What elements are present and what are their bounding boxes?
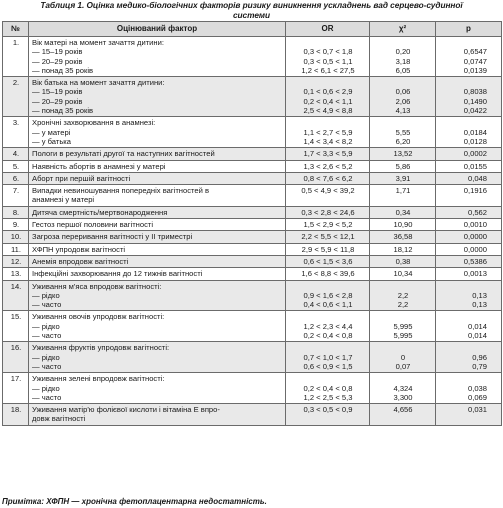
table-row (3, 219, 502, 231)
chi-line: 4,13 (395, 106, 411, 116)
cell-factor (29, 311, 286, 342)
row-number: 15. (3, 311, 29, 342)
cell-p (436, 311, 502, 342)
or-line: 0,3 < 0,5 < 0,9 (303, 405, 353, 415)
p-line: 0,031 (467, 405, 487, 415)
cell-p (436, 77, 502, 117)
p-line: 0,6547 (463, 47, 487, 57)
p-line: 0,0010 (463, 220, 487, 230)
factor-line: Інфекційні захворювання до 12 тижнів вагітності (32, 269, 203, 279)
chi-line: 4,324 (393, 383, 413, 393)
row-number: 18. (3, 404, 29, 426)
chi-line: 2,06 (395, 96, 411, 106)
cell-or (286, 206, 370, 218)
caption-line-1: Таблиця 1. Оцінка медико-біологічних факторів ризику виникнення ускладнень вад серцево-судинної (40, 0, 463, 10)
or-line (289, 78, 367, 87)
p-line: 0,0155 (463, 161, 487, 171)
cell-chi (370, 206, 436, 218)
cell-p (436, 255, 502, 267)
chi-line (373, 78, 433, 87)
cell-or (286, 231, 370, 243)
factor-line: — понад 35 років (32, 106, 94, 116)
p-line: 0,069 (467, 392, 487, 402)
row-number: 10. (3, 231, 29, 243)
or-line (289, 118, 367, 127)
cell-chi (370, 160, 436, 172)
row-number: 13. (3, 268, 29, 280)
header-chi: χ² (370, 22, 436, 37)
row-number: 14. (3, 280, 29, 311)
p-line (439, 78, 487, 87)
or-line: 1,2 < 2,3 < 4,4 (303, 321, 353, 331)
factor-line: — рідко (32, 290, 60, 300)
factor-line: ХФПН упродовж вагітності (32, 244, 126, 254)
p-line: 0,0184 (463, 127, 487, 137)
or-line: 0,6 < 0,9 < 1,5 (303, 361, 353, 371)
chi-line (373, 282, 433, 291)
row-number: 6. (3, 172, 29, 184)
or-line (289, 312, 367, 321)
cell-p (436, 268, 502, 280)
cell-or (286, 342, 370, 373)
or-line: 0,8 < 7,6 < 6,2 (303, 173, 353, 183)
p-line: 0,0747 (463, 56, 487, 66)
cell-or (286, 185, 370, 207)
cell-p (436, 160, 502, 172)
cell-factor (29, 280, 286, 311)
or-line: 0,2 < 0,4 < 1,1 (303, 96, 353, 106)
or-line: 0,2 < 0,4 < 0,8 (303, 331, 353, 341)
chi-line: 5,86 (395, 161, 411, 171)
row-number: 3. (3, 117, 29, 148)
factor-line: Дитяча смертність/мертвонародження (32, 207, 168, 217)
factor-line: Уживання м'яса впродовж вагітності: (32, 281, 162, 291)
table-row (3, 311, 502, 342)
table-row (3, 206, 502, 218)
or-line: 1,2 < 2,5 < 5,3 (303, 392, 353, 402)
cell-factor (29, 160, 286, 172)
p-line: 0,1916 (463, 186, 487, 196)
chi-line: 3,300 (393, 392, 413, 402)
cell-or (286, 77, 370, 117)
chi-line (373, 343, 433, 352)
table-row (3, 160, 502, 172)
cell-chi (370, 219, 436, 231)
header-p: p (436, 22, 502, 37)
table-row (3, 268, 502, 280)
row-number: 1. (3, 37, 29, 77)
table-row (3, 280, 502, 311)
factor-line: — понад 35 років (32, 65, 94, 75)
factor-line: — у батька (32, 136, 71, 146)
row-number: 16. (3, 342, 29, 373)
chi-line: 13,52 (393, 149, 413, 159)
cell-chi (370, 37, 436, 77)
p-line: 0,13 (472, 300, 487, 310)
p-line (439, 118, 487, 127)
cell-p (436, 404, 502, 426)
factor-line: Загроза переривання вагітності у II триместрі (32, 232, 193, 242)
factor-line: — 20–29 років (32, 56, 83, 66)
table-row (3, 37, 502, 77)
or-line: 1,6 < 8,8 < 39,6 (301, 269, 355, 279)
p-line (439, 312, 487, 321)
cell-factor (29, 206, 286, 218)
cell-chi (370, 231, 436, 243)
or-line (289, 282, 367, 291)
table-row (3, 148, 502, 160)
factor-line: — часто (32, 361, 62, 371)
factor-line: Уживання зелені впродовж вагітності: (32, 374, 165, 384)
chi-line: 10,34 (393, 269, 413, 279)
cell-factor (29, 77, 286, 117)
or-line: 0,3 < 2,8 < 24,6 (301, 207, 355, 217)
row-number: 2. (3, 77, 29, 117)
chi-line: 18,12 (393, 244, 413, 254)
factor-line: анамнезі у матері (32, 195, 95, 205)
cell-chi (370, 342, 436, 373)
table-row (3, 117, 502, 148)
cell-or (286, 243, 370, 255)
factor-line: Наявність абортів в анамнезі у матері (32, 161, 166, 171)
cell-factor (29, 148, 286, 160)
cell-p (436, 206, 502, 218)
factor-line: — у матері (32, 127, 71, 137)
or-line: 0,5 < 4,9 < 39,2 (301, 186, 355, 196)
p-line: 0,048 (467, 173, 487, 183)
factor-line: Уживання матір'ю фолієвої кислоти і вітаміна Е впро- (32, 405, 220, 415)
chi-line: 0,20 (395, 47, 411, 57)
row-number: 17. (3, 373, 29, 404)
row-number: 12. (3, 255, 29, 267)
chi-line: 0,06 (395, 87, 411, 97)
chi-line: 0,34 (395, 207, 411, 217)
p-line: 0,5386 (463, 256, 487, 266)
chi-line: 4,656 (393, 405, 413, 415)
cell-p (436, 280, 502, 311)
p-line: 0,014 (467, 331, 487, 341)
table-row (3, 77, 502, 117)
cell-chi (370, 117, 436, 148)
factor-line: довж вагітності (32, 414, 86, 424)
factor-line: Аборт при першій вагітності (32, 173, 131, 183)
cell-or (286, 280, 370, 311)
or-line: 0,1 < 0,6 < 2,9 (303, 87, 353, 97)
cell-or (286, 172, 370, 184)
factor-line: — 15–19 років (32, 47, 83, 57)
or-line: 2,5 < 4,9 < 8,8 (303, 106, 353, 116)
factor-line: — рідко (32, 352, 60, 362)
cell-chi (370, 280, 436, 311)
row-number: 4. (3, 148, 29, 160)
p-line: 0,1490 (463, 96, 487, 106)
table-row (3, 231, 502, 243)
or-line: 0,9 < 1,6 < 2,8 (303, 290, 353, 300)
cell-factor (29, 373, 286, 404)
chi-line: 2,2 (397, 300, 409, 310)
cell-chi (370, 185, 436, 207)
or-line: 1,4 < 3,4 < 8,2 (303, 136, 353, 146)
cell-or (286, 268, 370, 280)
cell-factor (29, 219, 286, 231)
cell-p (436, 148, 502, 160)
or-line: 0,7 < 1,0 < 1,7 (303, 352, 353, 362)
factor-line: — рідко (32, 321, 60, 331)
cell-or (286, 311, 370, 342)
header-num: № (3, 22, 29, 37)
chi-line: 5,55 (395, 127, 411, 137)
table-row (3, 373, 502, 404)
p-line: 0,0002 (463, 149, 487, 159)
or-line: 0,3 < 0,5 < 1,1 (303, 56, 353, 66)
cell-factor (29, 268, 286, 280)
cell-or (286, 255, 370, 267)
cell-p (436, 185, 502, 207)
factor-line: Пологи в результаті другої та наступних вагітностей (32, 149, 215, 159)
cell-factor (29, 172, 286, 184)
chi-line: 0,07 (395, 361, 411, 371)
cell-p (436, 231, 502, 243)
factor-line: Анемія впродовж вагітності (32, 256, 129, 266)
cell-or (286, 404, 370, 426)
cell-chi (370, 172, 436, 184)
cell-factor (29, 117, 286, 148)
factor-line: — 15–19 років (32, 87, 83, 97)
chi-line: 1,71 (395, 186, 411, 196)
p-line (439, 343, 487, 352)
cell-factor (29, 231, 286, 243)
table-row (3, 342, 502, 373)
caption-line-2: системи (232, 10, 271, 20)
factor-line: Вік батька на момент зачаття дитини: (32, 78, 165, 88)
factor-line: Хронічні захворювання в анамнезі: (32, 118, 156, 128)
p-line: 0,96 (472, 352, 487, 362)
cell-p (436, 243, 502, 255)
row-number: 9. (3, 219, 29, 231)
cell-p (436, 117, 502, 148)
factor-line: Уживання фруктів упродовж вагітності: (32, 343, 170, 353)
p-line: 0,13 (472, 290, 487, 300)
or-line (289, 38, 367, 47)
cell-factor (29, 185, 286, 207)
p-line: 0,0000 (463, 244, 487, 254)
chi-line: 3,18 (395, 56, 411, 66)
or-line: 0,4 < 0,6 < 1,1 (303, 300, 353, 310)
cell-p (436, 37, 502, 77)
p-line: 0,0013 (463, 269, 487, 279)
table-row (3, 404, 502, 426)
chi-line: 36,58 (393, 232, 413, 242)
or-line: 1,1 < 2,7 < 5,9 (303, 127, 353, 137)
table-row (3, 172, 502, 184)
or-line: 2,2 < 5,5 < 12,1 (301, 232, 355, 242)
p-line (439, 374, 487, 383)
chi-line: 6,05 (395, 65, 411, 75)
or-line: 1,3 < 2,6 < 5,2 (303, 161, 353, 171)
p-line: 0,0128 (463, 136, 487, 146)
or-line (289, 343, 367, 352)
header-or: OR (286, 22, 370, 37)
chi-line: 3,91 (395, 173, 411, 183)
or-line: 1,5 < 2,9 < 5,2 (303, 220, 353, 230)
chi-line (373, 374, 433, 383)
factor-line: — часто (32, 331, 62, 341)
chi-line: 0 (400, 352, 406, 362)
cell-factor (29, 255, 286, 267)
row-number: 7. (3, 185, 29, 207)
cell-or (286, 160, 370, 172)
cell-chi (370, 77, 436, 117)
cell-chi (370, 404, 436, 426)
cell-chi (370, 243, 436, 255)
or-line (289, 374, 367, 383)
p-line: 0,79 (472, 361, 487, 371)
table-row (3, 243, 502, 255)
p-line: 0,562 (467, 207, 487, 217)
or-line: 1,7 < 3,3 < 5,9 (303, 149, 353, 159)
cell-or (286, 219, 370, 231)
or-line: 0,2 < 0,4 < 0,8 (303, 383, 353, 393)
cell-or (286, 373, 370, 404)
cell-factor (29, 37, 286, 77)
p-line: 0,0000 (463, 232, 487, 242)
or-line: 2,9 < 5,9 < 11,8 (301, 244, 355, 254)
row-number: 8. (3, 206, 29, 218)
p-line (439, 38, 487, 47)
p-line: 0,014 (467, 321, 487, 331)
table-row (3, 185, 502, 207)
cell-or (286, 37, 370, 77)
factor-line: Вік матері на момент зачаття дитини: (32, 38, 164, 47)
row-number: 11. (3, 243, 29, 255)
chi-line (373, 312, 433, 321)
cell-or (286, 148, 370, 160)
factor-line: Випадки невиношування попередніх вагітностей в (32, 186, 210, 196)
factor-line: — рідко (32, 383, 60, 393)
table-body (3, 37, 502, 426)
factor-line: — часто (32, 392, 62, 402)
cell-chi (370, 311, 436, 342)
or-line: 0,3 < 0,7 < 1,8 (303, 47, 353, 57)
table-caption (2, 0, 501, 20)
chi-line (373, 118, 433, 127)
table-header-row (3, 22, 502, 37)
cell-p (436, 373, 502, 404)
cell-factor (29, 404, 286, 426)
p-line: 0,8038 (463, 87, 487, 97)
cell-or (286, 117, 370, 148)
factor-line: Гестоз першої половини вагітності (32, 220, 154, 230)
table-note: Примітка: ХФПН — хронічна фетоплацентарна недостатність. (2, 497, 267, 506)
p-line: 0,0139 (463, 65, 487, 75)
chi-line: 6,20 (395, 136, 411, 146)
p-line: 0,038 (467, 383, 487, 393)
row-number: 5. (3, 160, 29, 172)
factor-line: — 20–29 років (32, 96, 83, 106)
risk-factors-table (2, 21, 502, 426)
cell-factor (29, 243, 286, 255)
p-line (439, 282, 487, 291)
chi-line: 5,995 (393, 331, 413, 341)
chi-line: 10,90 (393, 220, 413, 230)
header-factor: Оцінюваний фактор (29, 22, 286, 37)
chi-line: 0,38 (395, 256, 411, 266)
factor-line: Уживання овочів упродовж вагітності: (32, 312, 165, 322)
factor-line: — часто (32, 300, 62, 310)
cell-chi (370, 148, 436, 160)
p-line: 0,0422 (463, 106, 487, 116)
chi-line: 5,995 (393, 321, 413, 331)
chi-line (373, 38, 433, 47)
cell-chi (370, 268, 436, 280)
chi-line: 2,2 (397, 290, 409, 300)
cell-chi (370, 373, 436, 404)
table-row (3, 255, 502, 267)
cell-p (436, 219, 502, 231)
cell-factor (29, 342, 286, 373)
cell-chi (370, 255, 436, 267)
cell-p (436, 172, 502, 184)
cell-p (436, 342, 502, 373)
or-line: 0,6 < 1,5 < 3,6 (303, 256, 353, 266)
or-line: 1,2 < 6,1 < 27,5 (301, 65, 355, 75)
